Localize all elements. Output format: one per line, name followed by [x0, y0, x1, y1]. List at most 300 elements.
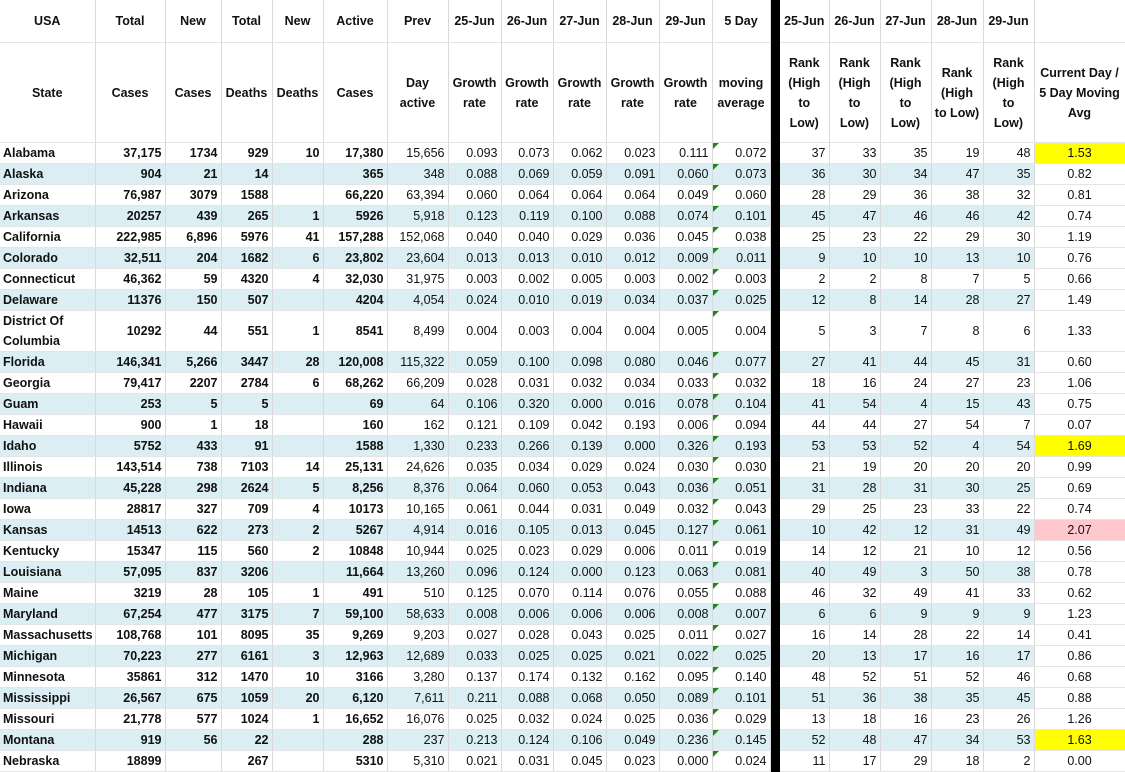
- growth-rate-29-jun-cell[interactable]: 0.002: [659, 269, 712, 290]
- prev-day-active-cell[interactable]: 10,165: [387, 499, 448, 520]
- state-name-cell[interactable]: Iowa: [0, 499, 95, 520]
- rank-26-jun-cell[interactable]: 19: [829, 457, 880, 478]
- growth-rate-28-jun-cell[interactable]: 0.049: [606, 499, 659, 520]
- current-day-ratio-cell[interactable]: 0.69: [1034, 478, 1125, 499]
- active-cases-cell[interactable]: 69: [323, 394, 387, 415]
- rank-28-jun-cell[interactable]: 30: [931, 478, 983, 499]
- rank-26-jun-cell[interactable]: 25: [829, 499, 880, 520]
- total-cases-cell[interactable]: 253: [95, 394, 165, 415]
- growth-rate-28-jun-cell[interactable]: 0.021: [606, 646, 659, 667]
- moving-average-5-day-cell[interactable]: 0.004: [712, 311, 770, 352]
- growth-rate-26-jun-cell[interactable]: 0.006: [501, 604, 553, 625]
- growth-rate-29-jun-cell[interactable]: 0.049: [659, 185, 712, 206]
- growth-rate-27-jun-cell[interactable]: 0.024: [553, 709, 606, 730]
- new-cases-cell[interactable]: 277: [165, 646, 221, 667]
- growth-rate-27-jun-cell[interactable]: 0.013: [553, 520, 606, 541]
- state-name-cell[interactable]: Connecticut: [0, 269, 95, 290]
- rank-28-jun-cell[interactable]: 29: [931, 227, 983, 248]
- rank-29-jun-cell[interactable]: 17: [983, 646, 1034, 667]
- growth-rate-27-jun-cell[interactable]: 0.029: [553, 227, 606, 248]
- total-cases-cell[interactable]: 222,985: [95, 227, 165, 248]
- total-deaths-cell[interactable]: 14: [221, 164, 272, 185]
- header-cell[interactable]: Growth rate: [448, 43, 501, 143]
- new-deaths-cell[interactable]: 6: [272, 248, 323, 269]
- active-cases-cell[interactable]: 9,269: [323, 625, 387, 646]
- growth-rate-27-jun-cell[interactable]: 0.032: [553, 373, 606, 394]
- rank-25-jun-cell[interactable]: 18: [780, 373, 829, 394]
- growth-rate-29-jun-cell[interactable]: 0.011: [659, 625, 712, 646]
- growth-rate-27-jun-cell[interactable]: 0.114: [553, 583, 606, 604]
- growth-rate-25-jun-cell[interactable]: 0.025: [448, 709, 501, 730]
- new-deaths-cell[interactable]: 2: [272, 541, 323, 562]
- state-name-cell[interactable]: Guam: [0, 394, 95, 415]
- new-deaths-cell[interactable]: 7: [272, 604, 323, 625]
- growth-rate-29-jun-cell[interactable]: 0.005: [659, 311, 712, 352]
- new-cases-cell[interactable]: 675: [165, 688, 221, 709]
- total-cases-cell[interactable]: 32,511: [95, 248, 165, 269]
- rank-27-jun-cell[interactable]: 20: [880, 457, 931, 478]
- total-cases-cell[interactable]: 45,228: [95, 478, 165, 499]
- total-cases-cell[interactable]: 10292: [95, 311, 165, 352]
- rank-26-jun-cell[interactable]: 16: [829, 373, 880, 394]
- state-name-cell[interactable]: Massachusetts: [0, 625, 95, 646]
- growth-rate-26-jun-cell[interactable]: 0.124: [501, 730, 553, 751]
- active-cases-cell[interactable]: 16,652: [323, 709, 387, 730]
- growth-rate-25-jun-cell[interactable]: 0.123: [448, 206, 501, 227]
- total-deaths-cell[interactable]: 22: [221, 730, 272, 751]
- header-cell[interactable]: Rank (High to Low): [780, 43, 829, 143]
- header-cell[interactable]: moving average: [712, 43, 770, 143]
- total-deaths-cell[interactable]: 507: [221, 290, 272, 311]
- rank-27-jun-cell[interactable]: 47: [880, 730, 931, 751]
- new-deaths-cell[interactable]: 10: [272, 143, 323, 164]
- header-cell[interactable]: Growth rate: [659, 43, 712, 143]
- state-name-cell[interactable]: Missouri: [0, 709, 95, 730]
- rank-28-jun-cell[interactable]: 47: [931, 164, 983, 185]
- state-name-cell[interactable]: Arkansas: [0, 206, 95, 227]
- state-name-cell[interactable]: Nebraska: [0, 751, 95, 772]
- new-cases-cell[interactable]: 115: [165, 541, 221, 562]
- new-cases-cell[interactable]: 477: [165, 604, 221, 625]
- rank-28-jun-cell[interactable]: 33: [931, 499, 983, 520]
- growth-rate-28-jun-cell[interactable]: 0.080: [606, 352, 659, 373]
- moving-average-5-day-cell[interactable]: 0.101: [712, 688, 770, 709]
- total-cases-cell[interactable]: 15347: [95, 541, 165, 562]
- moving-average-5-day-cell[interactable]: 0.077: [712, 352, 770, 373]
- active-cases-cell[interactable]: 157,288: [323, 227, 387, 248]
- growth-rate-26-jun-cell[interactable]: 0.266: [501, 436, 553, 457]
- moving-average-5-day-cell[interactable]: 0.025: [712, 290, 770, 311]
- rank-29-jun-cell[interactable]: 22: [983, 499, 1034, 520]
- new-deaths-cell[interactable]: 41: [272, 227, 323, 248]
- rank-27-jun-cell[interactable]: 21: [880, 541, 931, 562]
- new-cases-cell[interactable]: 44: [165, 311, 221, 352]
- header-cell[interactable]: New: [272, 0, 323, 43]
- current-day-ratio-cell[interactable]: 1.33: [1034, 311, 1125, 352]
- new-deaths-cell[interactable]: 1: [272, 206, 323, 227]
- growth-rate-26-jun-cell[interactable]: 0.069: [501, 164, 553, 185]
- header-cell[interactable]: Cases: [165, 43, 221, 143]
- rank-28-jun-cell[interactable]: 38: [931, 185, 983, 206]
- moving-average-5-day-cell[interactable]: 0.140: [712, 667, 770, 688]
- current-day-ratio-cell[interactable]: 0.82: [1034, 164, 1125, 185]
- moving-average-5-day-cell[interactable]: 0.104: [712, 394, 770, 415]
- prev-day-active-cell[interactable]: 24,626: [387, 457, 448, 478]
- total-deaths-cell[interactable]: 1470: [221, 667, 272, 688]
- growth-rate-26-jun-cell[interactable]: 0.025: [501, 646, 553, 667]
- state-name-cell[interactable]: District Of Columbia: [0, 311, 95, 352]
- state-name-cell[interactable]: Hawaii: [0, 415, 95, 436]
- rank-28-jun-cell[interactable]: 27: [931, 373, 983, 394]
- rank-26-jun-cell[interactable]: 54: [829, 394, 880, 415]
- prev-day-active-cell[interactable]: 5,918: [387, 206, 448, 227]
- total-cases-cell[interactable]: 108,768: [95, 625, 165, 646]
- growth-rate-27-jun-cell[interactable]: 0.029: [553, 457, 606, 478]
- rank-27-jun-cell[interactable]: 36: [880, 185, 931, 206]
- rank-27-jun-cell[interactable]: 10: [880, 248, 931, 269]
- header-cell[interactable]: Rank (High to Low): [880, 43, 931, 143]
- total-deaths-cell[interactable]: 4320: [221, 269, 272, 290]
- current-day-ratio-cell[interactable]: 0.56: [1034, 541, 1125, 562]
- rank-28-jun-cell[interactable]: 31: [931, 520, 983, 541]
- growth-rate-25-jun-cell[interactable]: 0.213: [448, 730, 501, 751]
- rank-29-jun-cell[interactable]: 12: [983, 541, 1034, 562]
- total-deaths-cell[interactable]: 265: [221, 206, 272, 227]
- growth-rate-26-jun-cell[interactable]: 0.031: [501, 373, 553, 394]
- growth-rate-25-jun-cell[interactable]: 0.016: [448, 520, 501, 541]
- rank-27-jun-cell[interactable]: 22: [880, 227, 931, 248]
- prev-day-active-cell[interactable]: 162: [387, 415, 448, 436]
- growth-rate-29-jun-cell[interactable]: 0.011: [659, 541, 712, 562]
- new-deaths-cell[interactable]: [272, 436, 323, 457]
- total-deaths-cell[interactable]: 267: [221, 751, 272, 772]
- new-deaths-cell[interactable]: [272, 164, 323, 185]
- total-deaths-cell[interactable]: 91: [221, 436, 272, 457]
- new-cases-cell[interactable]: 204: [165, 248, 221, 269]
- rank-28-jun-cell[interactable]: 35: [931, 688, 983, 709]
- state-name-cell[interactable]: Georgia: [0, 373, 95, 394]
- rank-25-jun-cell[interactable]: 41: [780, 394, 829, 415]
- rank-26-jun-cell[interactable]: 23: [829, 227, 880, 248]
- total-deaths-cell[interactable]: 8095: [221, 625, 272, 646]
- total-deaths-cell[interactable]: 273: [221, 520, 272, 541]
- rank-27-jun-cell[interactable]: 14: [880, 290, 931, 311]
- growth-rate-27-jun-cell[interactable]: 0.004: [553, 311, 606, 352]
- growth-rate-28-jun-cell[interactable]: 0.006: [606, 541, 659, 562]
- total-cases-cell[interactable]: 18899: [95, 751, 165, 772]
- growth-rate-25-jun-cell[interactable]: 0.088: [448, 164, 501, 185]
- rank-29-jun-cell[interactable]: 26: [983, 709, 1034, 730]
- rank-27-jun-cell[interactable]: 27: [880, 415, 931, 436]
- growth-rate-29-jun-cell[interactable]: 0.036: [659, 478, 712, 499]
- growth-rate-25-jun-cell[interactable]: 0.013: [448, 248, 501, 269]
- rank-27-jun-cell[interactable]: 44: [880, 352, 931, 373]
- rank-26-jun-cell[interactable]: 49: [829, 562, 880, 583]
- rank-25-jun-cell[interactable]: 31: [780, 478, 829, 499]
- growth-rate-26-jun-cell[interactable]: 0.174: [501, 667, 553, 688]
- moving-average-5-day-cell[interactable]: 0.027: [712, 625, 770, 646]
- total-deaths-cell[interactable]: 105: [221, 583, 272, 604]
- header-cell[interactable]: 26-Jun: [501, 0, 553, 43]
- rank-28-jun-cell[interactable]: 16: [931, 646, 983, 667]
- rank-26-jun-cell[interactable]: 3: [829, 311, 880, 352]
- growth-rate-27-jun-cell[interactable]: 0.005: [553, 269, 606, 290]
- moving-average-5-day-cell[interactable]: 0.019: [712, 541, 770, 562]
- growth-rate-28-jun-cell[interactable]: 0.064: [606, 185, 659, 206]
- header-cell[interactable]: USA: [0, 0, 95, 43]
- rank-25-jun-cell[interactable]: 12: [780, 290, 829, 311]
- total-cases-cell[interactable]: 21,778: [95, 709, 165, 730]
- growth-rate-27-jun-cell[interactable]: 0.006: [553, 604, 606, 625]
- total-deaths-cell[interactable]: 1682: [221, 248, 272, 269]
- rank-26-jun-cell[interactable]: 41: [829, 352, 880, 373]
- rank-25-jun-cell[interactable]: 25: [780, 227, 829, 248]
- active-cases-cell[interactable]: 23,802: [323, 248, 387, 269]
- rank-26-jun-cell[interactable]: 53: [829, 436, 880, 457]
- total-deaths-cell[interactable]: 1588: [221, 185, 272, 206]
- growth-rate-27-jun-cell[interactable]: 0.068: [553, 688, 606, 709]
- new-cases-cell[interactable]: 1734: [165, 143, 221, 164]
- growth-rate-27-jun-cell[interactable]: 0.043: [553, 625, 606, 646]
- growth-rate-25-jun-cell[interactable]: 0.096: [448, 562, 501, 583]
- moving-average-5-day-cell[interactable]: 0.145: [712, 730, 770, 751]
- growth-rate-27-jun-cell[interactable]: 0.042: [553, 415, 606, 436]
- rank-27-jun-cell[interactable]: 31: [880, 478, 931, 499]
- growth-rate-25-jun-cell[interactable]: 0.040: [448, 227, 501, 248]
- active-cases-cell[interactable]: 6,120: [323, 688, 387, 709]
- growth-rate-25-jun-cell[interactable]: 0.003: [448, 269, 501, 290]
- growth-rate-28-jun-cell[interactable]: 0.025: [606, 625, 659, 646]
- moving-average-5-day-cell[interactable]: 0.025: [712, 646, 770, 667]
- new-deaths-cell[interactable]: [272, 394, 323, 415]
- growth-rate-28-jun-cell[interactable]: 0.024: [606, 457, 659, 478]
- current-day-ratio-cell[interactable]: 0.99: [1034, 457, 1125, 478]
- total-cases-cell[interactable]: 5752: [95, 436, 165, 457]
- prev-day-active-cell[interactable]: 58,633: [387, 604, 448, 625]
- growth-rate-25-jun-cell[interactable]: 0.008: [448, 604, 501, 625]
- prev-day-active-cell[interactable]: 237: [387, 730, 448, 751]
- total-cases-cell[interactable]: 14513: [95, 520, 165, 541]
- growth-rate-29-jun-cell[interactable]: 0.033: [659, 373, 712, 394]
- total-deaths-cell[interactable]: 3206: [221, 562, 272, 583]
- rank-25-jun-cell[interactable]: 48: [780, 667, 829, 688]
- active-cases-cell[interactable]: 288: [323, 730, 387, 751]
- growth-rate-25-jun-cell[interactable]: 0.121: [448, 415, 501, 436]
- rank-27-jun-cell[interactable]: 24: [880, 373, 931, 394]
- header-cell[interactable]: Rank (High to Low): [829, 43, 880, 143]
- header-cell[interactable]: Deaths: [272, 43, 323, 143]
- new-deaths-cell[interactable]: 14: [272, 457, 323, 478]
- growth-rate-26-jun-cell[interactable]: 0.040: [501, 227, 553, 248]
- total-deaths-cell[interactable]: 5: [221, 394, 272, 415]
- growth-rate-26-jun-cell[interactable]: 0.070: [501, 583, 553, 604]
- current-day-ratio-cell[interactable]: 0.62: [1034, 583, 1125, 604]
- state-name-cell[interactable]: Kansas: [0, 520, 95, 541]
- state-name-cell[interactable]: Maryland: [0, 604, 95, 625]
- growth-rate-27-jun-cell[interactable]: 0.139: [553, 436, 606, 457]
- active-cases-cell[interactable]: 11,664: [323, 562, 387, 583]
- rank-26-jun-cell[interactable]: 13: [829, 646, 880, 667]
- active-cases-cell[interactable]: 59,100: [323, 604, 387, 625]
- growth-rate-28-jun-cell[interactable]: 0.006: [606, 604, 659, 625]
- prev-day-active-cell[interactable]: 9,203: [387, 625, 448, 646]
- rank-25-jun-cell[interactable]: 16: [780, 625, 829, 646]
- growth-rate-26-jun-cell[interactable]: 0.010: [501, 290, 553, 311]
- moving-average-5-day-cell[interactable]: 0.007: [712, 604, 770, 625]
- rank-25-jun-cell[interactable]: 36: [780, 164, 829, 185]
- prev-day-active-cell[interactable]: 12,689: [387, 646, 448, 667]
- header-cell[interactable]: 26-Jun: [829, 0, 880, 43]
- header-cell[interactable]: Current Day / 5 Day Moving Avg: [1034, 43, 1125, 143]
- total-cases-cell[interactable]: 57,095: [95, 562, 165, 583]
- moving-average-5-day-cell[interactable]: 0.193: [712, 436, 770, 457]
- rank-29-jun-cell[interactable]: 54: [983, 436, 1034, 457]
- rank-29-jun-cell[interactable]: 14: [983, 625, 1034, 646]
- new-deaths-cell[interactable]: 1: [272, 583, 323, 604]
- growth-rate-27-jun-cell[interactable]: 0.100: [553, 206, 606, 227]
- rank-27-jun-cell[interactable]: 49: [880, 583, 931, 604]
- growth-rate-28-jun-cell[interactable]: 0.049: [606, 730, 659, 751]
- new-cases-cell[interactable]: 6,896: [165, 227, 221, 248]
- growth-rate-29-jun-cell[interactable]: 0.111: [659, 143, 712, 164]
- new-deaths-cell[interactable]: 35: [272, 625, 323, 646]
- moving-average-5-day-cell[interactable]: 0.032: [712, 373, 770, 394]
- state-name-cell[interactable]: Delaware: [0, 290, 95, 311]
- rank-29-jun-cell[interactable]: 7: [983, 415, 1034, 436]
- header-cell[interactable]: Rank (High to Low): [931, 43, 983, 143]
- rank-29-jun-cell[interactable]: 45: [983, 688, 1034, 709]
- growth-rate-26-jun-cell[interactable]: 0.003: [501, 311, 553, 352]
- growth-rate-29-jun-cell[interactable]: 0.095: [659, 667, 712, 688]
- growth-rate-25-jun-cell[interactable]: 0.137: [448, 667, 501, 688]
- rank-29-jun-cell[interactable]: 9: [983, 604, 1034, 625]
- growth-rate-26-jun-cell[interactable]: 0.013: [501, 248, 553, 269]
- growth-rate-26-jun-cell[interactable]: 0.073: [501, 143, 553, 164]
- rank-26-jun-cell[interactable]: 42: [829, 520, 880, 541]
- header-cell[interactable]: 5 Day: [712, 0, 770, 43]
- new-cases-cell[interactable]: 622: [165, 520, 221, 541]
- growth-rate-25-jun-cell[interactable]: 0.021: [448, 751, 501, 772]
- rank-25-jun-cell[interactable]: 21: [780, 457, 829, 478]
- new-deaths-cell[interactable]: [272, 730, 323, 751]
- rank-29-jun-cell[interactable]: 31: [983, 352, 1034, 373]
- growth-rate-27-jun-cell[interactable]: 0.045: [553, 751, 606, 772]
- rank-26-jun-cell[interactable]: 12: [829, 541, 880, 562]
- state-name-cell[interactable]: Louisiana: [0, 562, 95, 583]
- growth-rate-28-jun-cell[interactable]: 0.023: [606, 751, 659, 772]
- active-cases-cell[interactable]: 68,262: [323, 373, 387, 394]
- active-cases-cell[interactable]: 8541: [323, 311, 387, 352]
- rank-25-jun-cell[interactable]: 51: [780, 688, 829, 709]
- state-name-cell[interactable]: Mississippi: [0, 688, 95, 709]
- rank-26-jun-cell[interactable]: 8: [829, 290, 880, 311]
- growth-rate-27-jun-cell[interactable]: 0.000: [553, 394, 606, 415]
- growth-rate-28-jun-cell[interactable]: 0.034: [606, 373, 659, 394]
- prev-day-active-cell[interactable]: 152,068: [387, 227, 448, 248]
- active-cases-cell[interactable]: 4204: [323, 290, 387, 311]
- growth-rate-27-jun-cell[interactable]: 0.059: [553, 164, 606, 185]
- active-cases-cell[interactable]: 5310: [323, 751, 387, 772]
- moving-average-5-day-cell[interactable]: 0.043: [712, 499, 770, 520]
- rank-28-jun-cell[interactable]: 52: [931, 667, 983, 688]
- moving-average-5-day-cell[interactable]: 0.088: [712, 583, 770, 604]
- growth-rate-28-jun-cell[interactable]: 0.088: [606, 206, 659, 227]
- rank-25-jun-cell[interactable]: 53: [780, 436, 829, 457]
- rank-25-jun-cell[interactable]: 52: [780, 730, 829, 751]
- growth-rate-29-jun-cell[interactable]: 0.074: [659, 206, 712, 227]
- rank-28-jun-cell[interactable]: 45: [931, 352, 983, 373]
- rank-27-jun-cell[interactable]: 52: [880, 436, 931, 457]
- growth-rate-26-jun-cell[interactable]: 0.088: [501, 688, 553, 709]
- header-cell[interactable]: 28-Jun: [931, 0, 983, 43]
- prev-day-active-cell[interactable]: 8,499: [387, 311, 448, 352]
- growth-rate-28-jun-cell[interactable]: 0.045: [606, 520, 659, 541]
- header-cell[interactable]: Growth rate: [501, 43, 553, 143]
- rank-29-jun-cell[interactable]: 43: [983, 394, 1034, 415]
- total-cases-cell[interactable]: 70,223: [95, 646, 165, 667]
- total-cases-cell[interactable]: 143,514: [95, 457, 165, 478]
- rank-29-jun-cell[interactable]: 5: [983, 269, 1034, 290]
- header-cell[interactable]: Deaths: [221, 43, 272, 143]
- current-day-ratio-cell[interactable]: 1.23: [1034, 604, 1125, 625]
- total-cases-cell[interactable]: 904: [95, 164, 165, 185]
- new-deaths-cell[interactable]: 1: [272, 709, 323, 730]
- total-deaths-cell[interactable]: 18: [221, 415, 272, 436]
- header-cell[interactable]: Active: [323, 0, 387, 43]
- rank-26-jun-cell[interactable]: 6: [829, 604, 880, 625]
- current-day-ratio-cell[interactable]: 0.41: [1034, 625, 1125, 646]
- growth-rate-27-jun-cell[interactable]: 0.010: [553, 248, 606, 269]
- header-cell[interactable]: 25-Jun: [448, 0, 501, 43]
- header-cell[interactable]: State: [0, 43, 95, 143]
- current-day-ratio-cell[interactable]: 0.68: [1034, 667, 1125, 688]
- prev-day-active-cell[interactable]: 10,944: [387, 541, 448, 562]
- rank-28-jun-cell[interactable]: 23: [931, 709, 983, 730]
- new-cases-cell[interactable]: 150: [165, 290, 221, 311]
- total-deaths-cell[interactable]: 560: [221, 541, 272, 562]
- state-name-cell[interactable]: Arizona: [0, 185, 95, 206]
- total-deaths-cell[interactable]: 1059: [221, 688, 272, 709]
- new-cases-cell[interactable]: 577: [165, 709, 221, 730]
- growth-rate-27-jun-cell[interactable]: 0.106: [553, 730, 606, 751]
- new-deaths-cell[interactable]: 28: [272, 352, 323, 373]
- moving-average-5-day-cell[interactable]: 0.061: [712, 520, 770, 541]
- growth-rate-25-jun-cell[interactable]: 0.233: [448, 436, 501, 457]
- rank-26-jun-cell[interactable]: 17: [829, 751, 880, 772]
- growth-rate-28-jun-cell[interactable]: 0.123: [606, 562, 659, 583]
- rank-29-jun-cell[interactable]: 6: [983, 311, 1034, 352]
- current-day-ratio-cell[interactable]: 1.26: [1034, 709, 1125, 730]
- growth-rate-26-jun-cell[interactable]: 0.032: [501, 709, 553, 730]
- new-deaths-cell[interactable]: [272, 185, 323, 206]
- growth-rate-25-jun-cell[interactable]: 0.028: [448, 373, 501, 394]
- growth-rate-26-jun-cell[interactable]: 0.031: [501, 751, 553, 772]
- rank-25-jun-cell[interactable]: 9: [780, 248, 829, 269]
- growth-rate-29-jun-cell[interactable]: 0.022: [659, 646, 712, 667]
- growth-rate-25-jun-cell[interactable]: 0.004: [448, 311, 501, 352]
- rank-25-jun-cell[interactable]: 40: [780, 562, 829, 583]
- total-cases-cell[interactable]: 37,175: [95, 143, 165, 164]
- header-cell[interactable]: Day active: [387, 43, 448, 143]
- header-cell[interactable]: [1034, 0, 1125, 43]
- new-deaths-cell[interactable]: [272, 562, 323, 583]
- rank-28-jun-cell[interactable]: 22: [931, 625, 983, 646]
- prev-day-active-cell[interactable]: 31,975: [387, 269, 448, 290]
- active-cases-cell[interactable]: 25,131: [323, 457, 387, 478]
- new-cases-cell[interactable]: 327: [165, 499, 221, 520]
- rank-29-jun-cell[interactable]: 30: [983, 227, 1034, 248]
- rank-28-jun-cell[interactable]: 10: [931, 541, 983, 562]
